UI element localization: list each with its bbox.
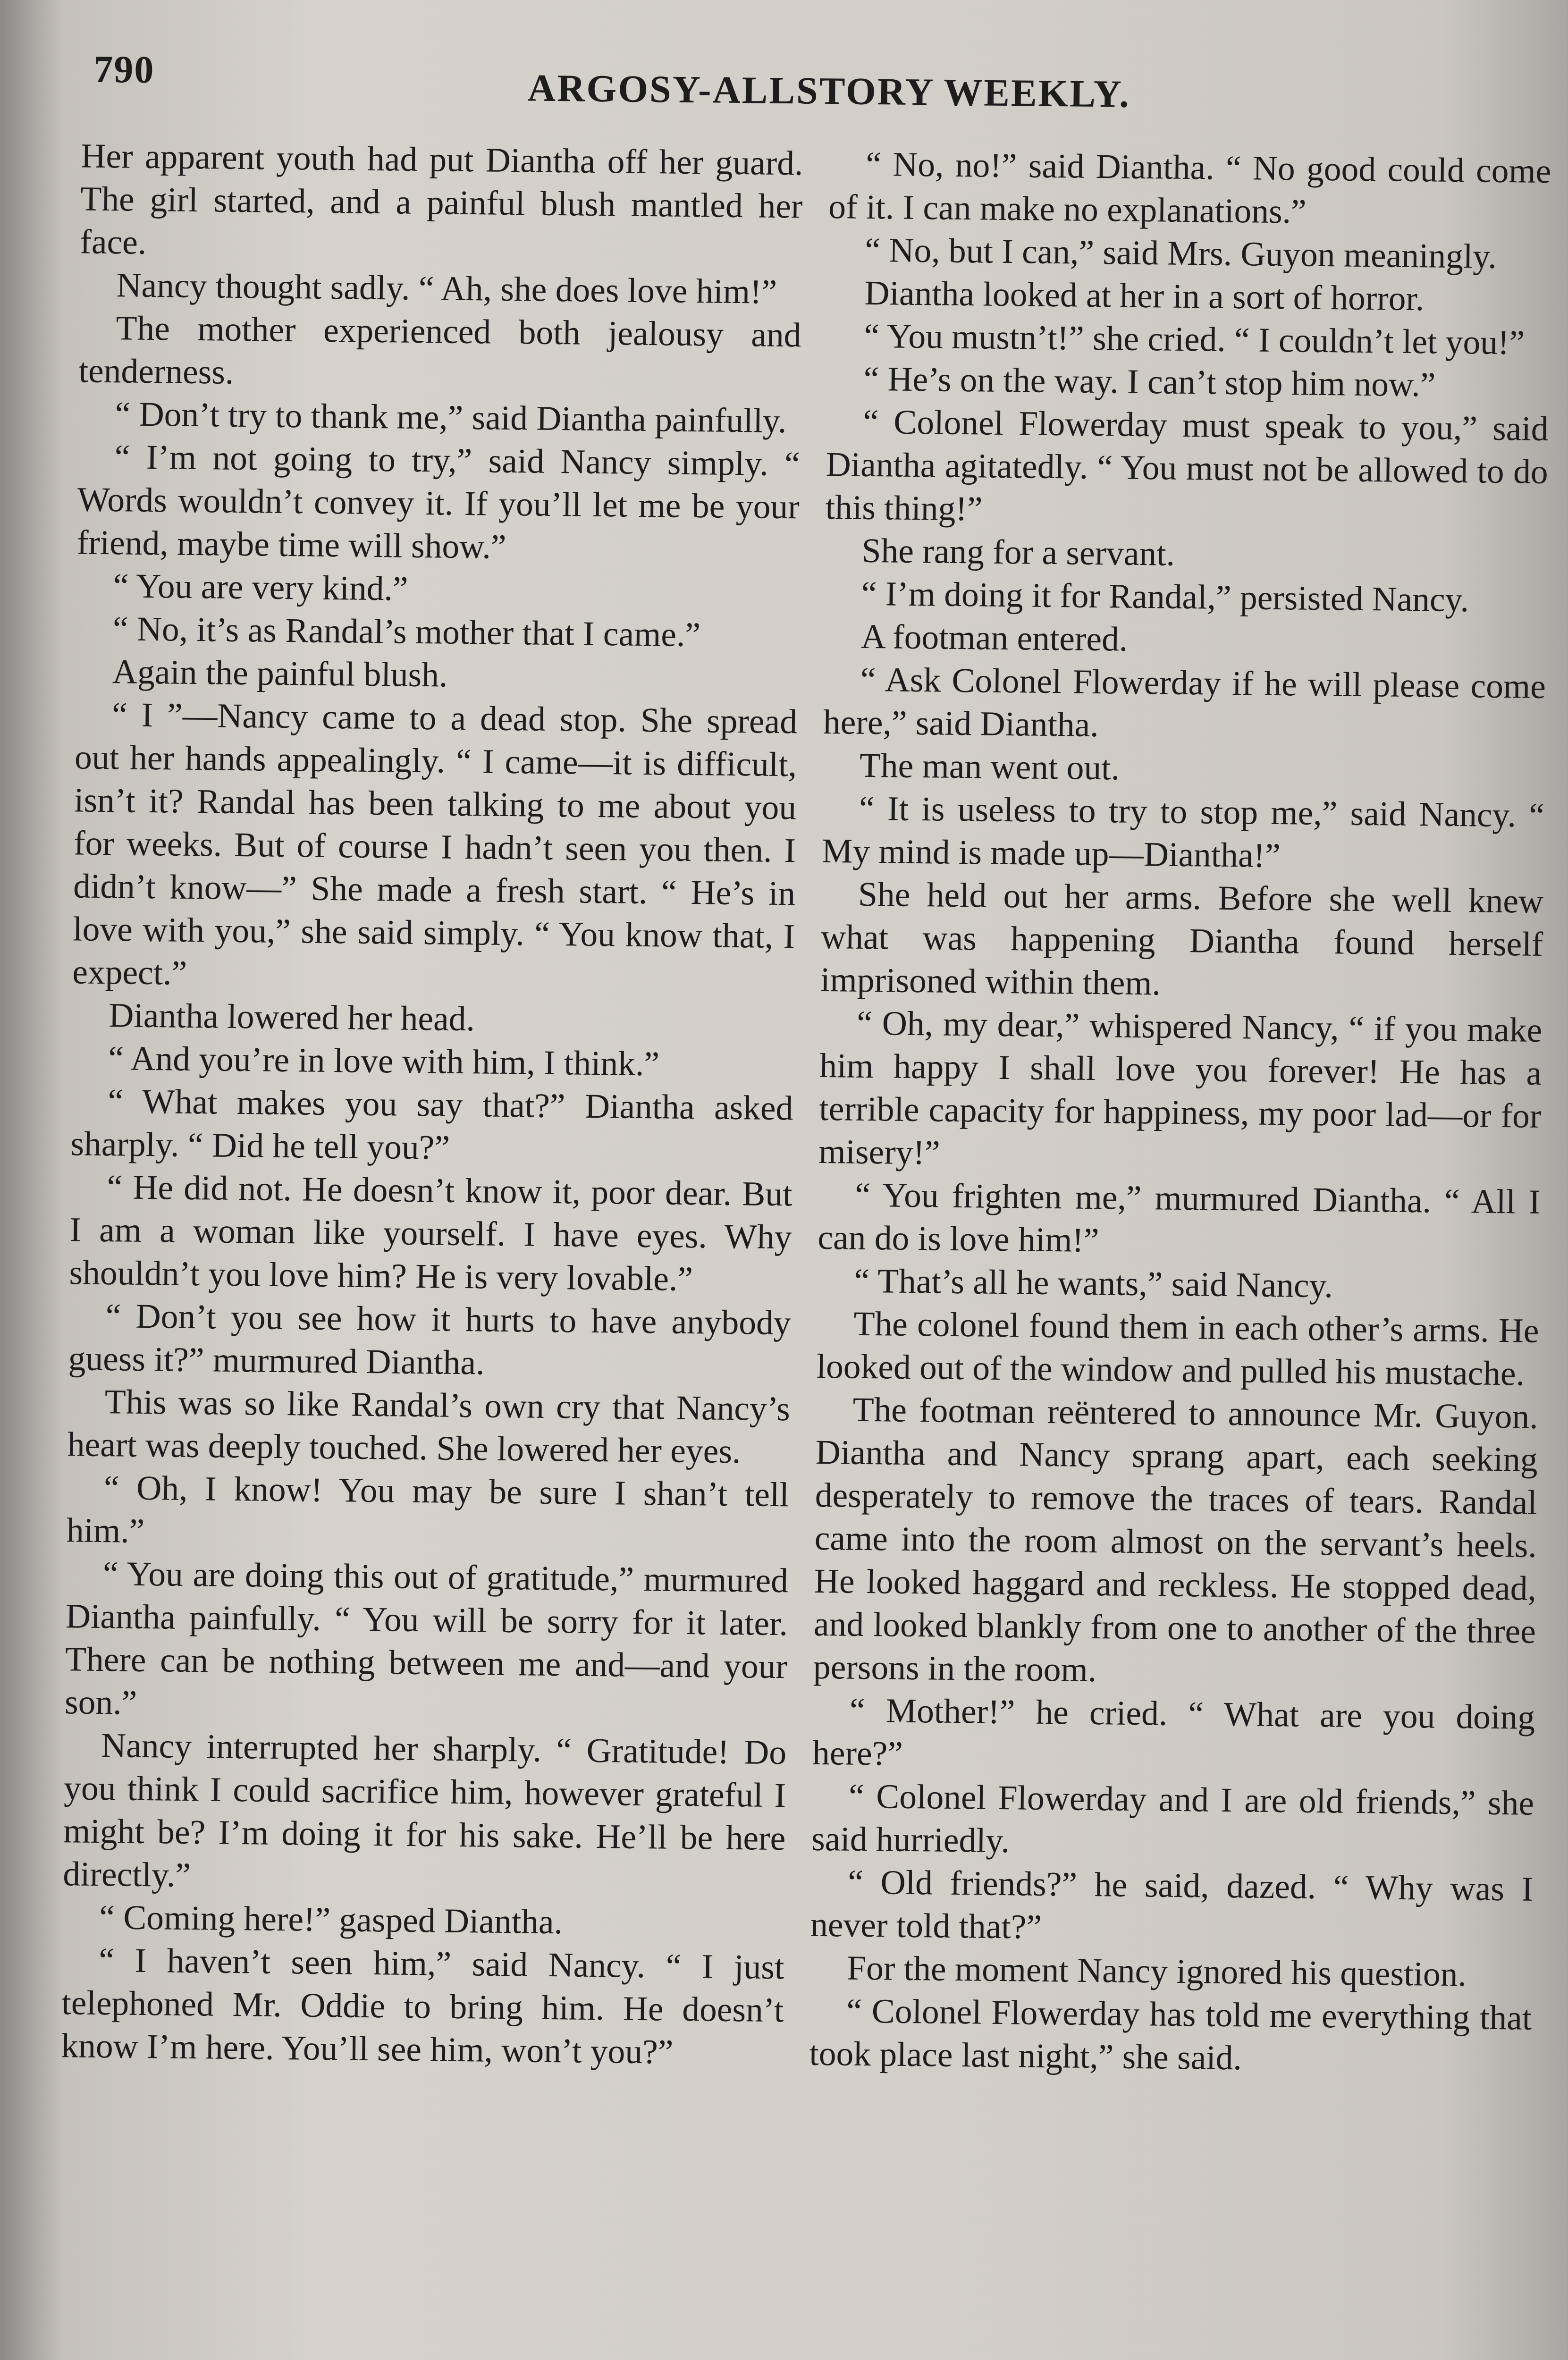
- paragraph: “ It is useless to try to stop me,” said Nancy. “ My mind is made up—Diantha!”: [821, 789, 1545, 875]
- paragraph: She rang for a servant.: [861, 531, 1175, 573]
- paragraph: “ Oh, my dear,” whispered Nancy, “ if you make him happy I shall love you forever! He has a terrible capacity for happiness, my poor lad—or for misery!”: [818, 1003, 1543, 1172]
- paragraph: Again the painful blush.: [112, 652, 448, 694]
- paragraph: “ I haven’t seen him,” said Nancy. “ I just telephoned Mr. Oddie to bring him. He doesn’t know I’m here. You’ll see him, won’t you?”: [61, 1941, 784, 2071]
- paragraph: For the moment Nancy ignored his question.: [846, 1948, 1467, 1994]
- paragraph: “ Ask Colonel Flowerday if he will please come here,” said Diantha.: [823, 660, 1546, 744]
- running-title: ARGOSY-ALLSTORY WEEKLY.: [527, 66, 1131, 116]
- paragraph: Diantha lowered her head.: [108, 996, 475, 1038]
- paragraph: “ He’s on the way. I can’t stop him now.”: [863, 359, 1436, 404]
- paragraph: “ You frighten me,” murmured Diantha. “ All I can do is love him!”: [818, 1175, 1541, 1260]
- page-number: 790: [93, 47, 155, 92]
- paragraph: The colonel found them in each other’s arms. He looked out of the window and pulled his mustache.: [816, 1304, 1539, 1393]
- paragraph: Her apparent youth had put Diantha off her guard. The girl started, and a painful blush mantled her face.: [80, 136, 803, 261]
- paragraph: “ Colonel Flowerday must speak to you,” said Diantha agitatedly. “ You must not be allowed to do this thing!”: [825, 402, 1549, 528]
- paragraph: “ Don’t you see how it hurts to have anybody guess it?” murmured Diantha.: [68, 1297, 792, 1382]
- paragraph: “ You are very kind.”: [113, 566, 408, 608]
- paragraph: “ Oh, I know! You may be sure I shan’t tell him.”: [66, 1468, 790, 1550]
- paragraph: “ He did not. He doesn’t know it, poor dear. But I am a woman like yourself. I have eyes. Why shouldn’t you love him? He is very lovable.”: [69, 1168, 792, 1298]
- paragraph: “ No, but I can,” said Mrs. Guyon meaningly.: [865, 230, 1497, 276]
- paragraph: “ That’s all he wants,” said Nancy.: [854, 1261, 1333, 1305]
- paragraph: “ Colonel Flowerday has told me everything that took place last night,” she said.: [809, 1991, 1532, 2077]
- paragraph: Nancy thought sadly. “ Ah, she does love him!”: [116, 266, 777, 311]
- paragraph: “ I’m doing it for Randal,” persisted Nancy.: [861, 574, 1469, 619]
- paragraph: A footman entered.: [860, 617, 1128, 658]
- paragraph: “ You are doing this out of gratitude,” murmured Diantha painfully. “ You will be sorry for it later. There can be nothing between me and—and your son.”: [64, 1554, 789, 1722]
- paragraph: “ You mustn’t!” she cried. “ I couldn’t let you!”: [864, 316, 1525, 362]
- right-column: [805, 142, 1551, 2360]
- paragraph: “ Mother!” he cried. “ What are you doing here?”: [812, 1691, 1535, 1773]
- paragraph: She held out her arms. Before she well knew what was happening Diantha found herself imprisoned within them.: [820, 875, 1544, 1003]
- paragraph: “ And you’re in love with him, I think.”: [108, 1039, 660, 1083]
- left-column: [57, 134, 803, 2360]
- paragraph: Nancy interrupted her sharply. “ Gratitude! Do you think I could sacrifice him, however grateful I might be? I’m doing it for his sake. He’ll be here directly.”: [62, 1726, 787, 1895]
- paragraph: “ What makes you say that?” Diantha asked sharply. “ Did he tell you?”: [70, 1082, 793, 1167]
- paragraph: “ Coming here!” gasped Diantha.: [99, 1898, 563, 1941]
- paragraph: This was so like Randal’s own cry that Nancy’s heart was deeply touched. She lowered her eyes.: [67, 1382, 791, 1471]
- paragraph: “ Old friends?” he said, dazed. “ Why was I never told that?”: [810, 1863, 1534, 1946]
- paragraph: “ Colonel Flowerday and I are old friends,” she said hurriedly.: [811, 1777, 1534, 1860]
- paragraph: “ Don’t try to thank me,” said Diantha painfully.: [115, 395, 787, 440]
- paragraph: Diantha looked at her in a sort of horror.: [864, 273, 1425, 318]
- paragraph: “ I’m not going to try,” said Nancy simply. “ Words wouldn’t convey it. If you’ll let me be your friend, maybe time will show.”: [76, 438, 801, 566]
- paragraph: “ I ”—Nancy came to a dead stop. She spread out her hands appealingly. “ I came—it is difficult, isn’t it? Randal has been talking to me about you for weeks. But of course I hadn’t seen you then. I didn’t know—” She made a fresh start. “ He’s in love with you,” she said simply. “ You know that, I expect.”: [72, 695, 798, 992]
- paragraph: The footman reëntered to announce Mr. Guyon. Diantha and Nancy sprang apart, each seeking desperately to remove the traces of tears. Randal came into the room almost on the servant’s heels. He looked haggard and reckless. He stopped dead, and looked blankly from one to another of the three persons in the room.: [813, 1390, 1539, 1689]
- paragraph: “ No, it’s as Randal’s mother that I came.”: [112, 609, 701, 654]
- paragraph: “ No, no!” said Diantha. “ No good could come of it. I can make no explanations.”: [828, 144, 1551, 231]
- paragraph: The mother experienced both jealousy and tenderness.: [78, 309, 801, 391]
- paragraph: The man went out.: [859, 746, 1120, 787]
